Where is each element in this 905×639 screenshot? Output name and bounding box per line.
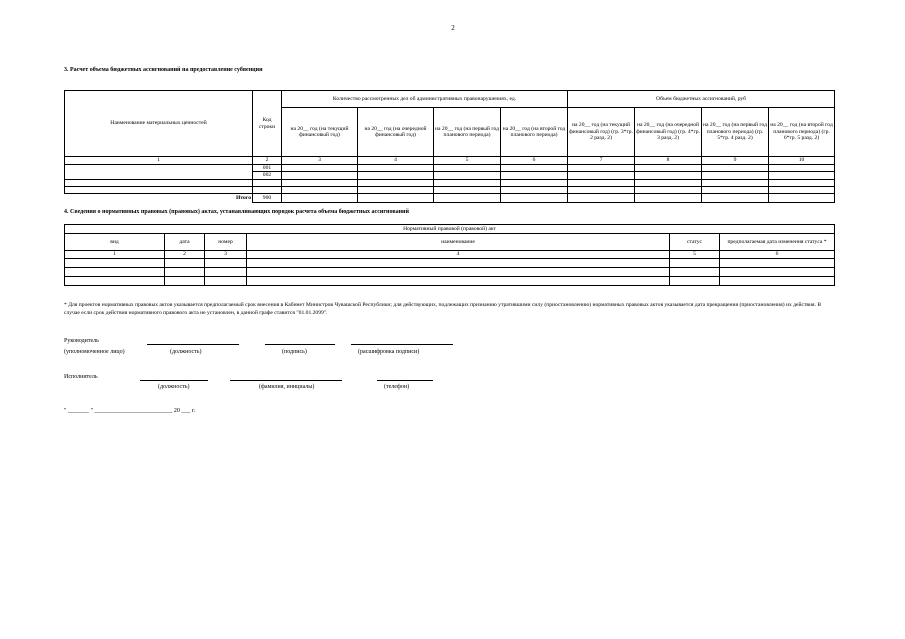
colnum: 1 <box>65 251 165 259</box>
executor-position-caption: (должность) <box>158 384 190 390</box>
colnum: 10 <box>769 157 835 165</box>
row-code: 002 <box>253 172 282 179</box>
table-row <box>65 277 835 286</box>
header-code: Код строки <box>253 91 282 157</box>
header-change-date: предполагаемая дата изменения статуса * <box>720 234 835 251</box>
colnum: 1 <box>65 157 253 165</box>
header-vid: вид <box>65 234 165 251</box>
head-decode-line <box>351 344 453 345</box>
total-row <box>65 193 835 202</box>
executor-phone-caption: (телефон) <box>384 384 410 390</box>
header-col3: на 20__ год (на текущий финансовый год) <box>282 108 358 157</box>
head-sublabel: (уполномоченное лицо) <box>64 349 125 355</box>
header-col5: на 20__ год (на первый год планового периода) <box>434 108 501 157</box>
table-row <box>65 165 835 172</box>
section3-title: 3. Расчет объема бюджетных ассигнований на предоставление субвенции <box>64 67 263 73</box>
row-code <box>253 179 282 186</box>
header-volume-group: Объем бюджетных ассигнований, руб <box>568 91 835 108</box>
executor-position-line <box>140 380 208 381</box>
colnum: 2 <box>165 251 205 259</box>
head-label: Руководитель <box>64 338 99 344</box>
header-status: статус <box>670 234 720 251</box>
colnum: 4 <box>358 157 434 165</box>
table-row <box>65 268 835 277</box>
row-code <box>253 186 282 193</box>
head-position-caption: (должность) <box>170 349 202 355</box>
header-col6: на 20__ год (на второй год планового периода) <box>501 108 568 157</box>
colnum: 8 <box>635 157 702 165</box>
legal-acts-table <box>64 224 835 286</box>
header-date: дата <box>165 234 205 251</box>
header-col9: на 20__ год (на первый год планового периода) (гр. 5*гр. 4 разд. 2) <box>702 108 769 157</box>
head-decode-caption: (расшифровка подписи) <box>358 349 420 355</box>
footnote: * Для проектов нормативных правовых актов указывается предполагаемый срок внесения в Кабинет Министров Чувашской Республики; для действующих, подлежащих признанию утратившими силу (приостановлению) нормативных правовых актов указывается дата прекращения (приостановления) их действия. В случае если срок действия нормативного правового акта не установлен, в данной графе ставится "01.01.2099". <box>64 302 822 316</box>
row-code: 001 <box>253 165 282 172</box>
colnum: 5 <box>434 157 501 165</box>
table-row <box>65 186 835 193</box>
head-position-line <box>147 344 239 345</box>
header-count-group: Количество рассмотренных дел об административных правонарушениях, ед. <box>282 91 568 108</box>
colnum: 3 <box>205 251 247 259</box>
header-col10: на 20__ год (на второй год планового периода) (гр. 6*гр. 5 разд. 2) <box>769 108 835 157</box>
column-number-row <box>65 251 835 259</box>
colnum: 7 <box>568 157 635 165</box>
table-row <box>65 172 835 179</box>
head-signature-line <box>265 344 335 345</box>
total-label: Итого <box>65 193 253 202</box>
column-number-row <box>65 157 835 165</box>
colnum: 6 <box>501 157 568 165</box>
executor-phone-line <box>377 380 433 381</box>
colnum: 3 <box>282 157 358 165</box>
executor-name-caption: (фамилия, инициалы) <box>259 384 315 390</box>
colnum: 9 <box>702 157 769 165</box>
colnum: 6 <box>720 251 835 259</box>
colnum: 5 <box>670 251 720 259</box>
legal-act-group-header: Нормативный правовой (правовой) акт <box>65 225 835 234</box>
executor-label: Исполнитель <box>64 374 98 380</box>
colnum: 2 <box>253 157 282 165</box>
header-name: Наименование материальных ценностей <box>65 91 253 157</box>
table-row <box>65 259 835 268</box>
header-number: номер <box>205 234 247 251</box>
header-col7: на 20__ год (на текущий финансовый год) (гр. 3*гр. 2 разд. 2) <box>568 108 635 157</box>
date-line: " _______ " __________________________ 20 ___ г. <box>64 408 196 414</box>
subvention-calculation-table <box>64 90 835 203</box>
executor-name-line <box>230 380 342 381</box>
total-code: 900 <box>253 193 282 202</box>
head-signature-caption: (подпись) <box>282 349 307 355</box>
colnum: 4 <box>247 251 670 259</box>
header-col4: на 20__ год (на очередной финансовый год) <box>358 108 434 157</box>
table-row <box>65 179 835 186</box>
header-act-name: наименование <box>247 234 670 251</box>
page-number: 2 <box>451 24 455 32</box>
header-col8: на 20__ год (на очередной финансовый год) (гр. 4*гр. 3 разд. 2) <box>635 108 702 157</box>
section4-title: 4. Сведения о нормативных правовых (правовых) актах, устанавливающих порядок расчета объема бюджетных ассигнований <box>64 209 409 215</box>
